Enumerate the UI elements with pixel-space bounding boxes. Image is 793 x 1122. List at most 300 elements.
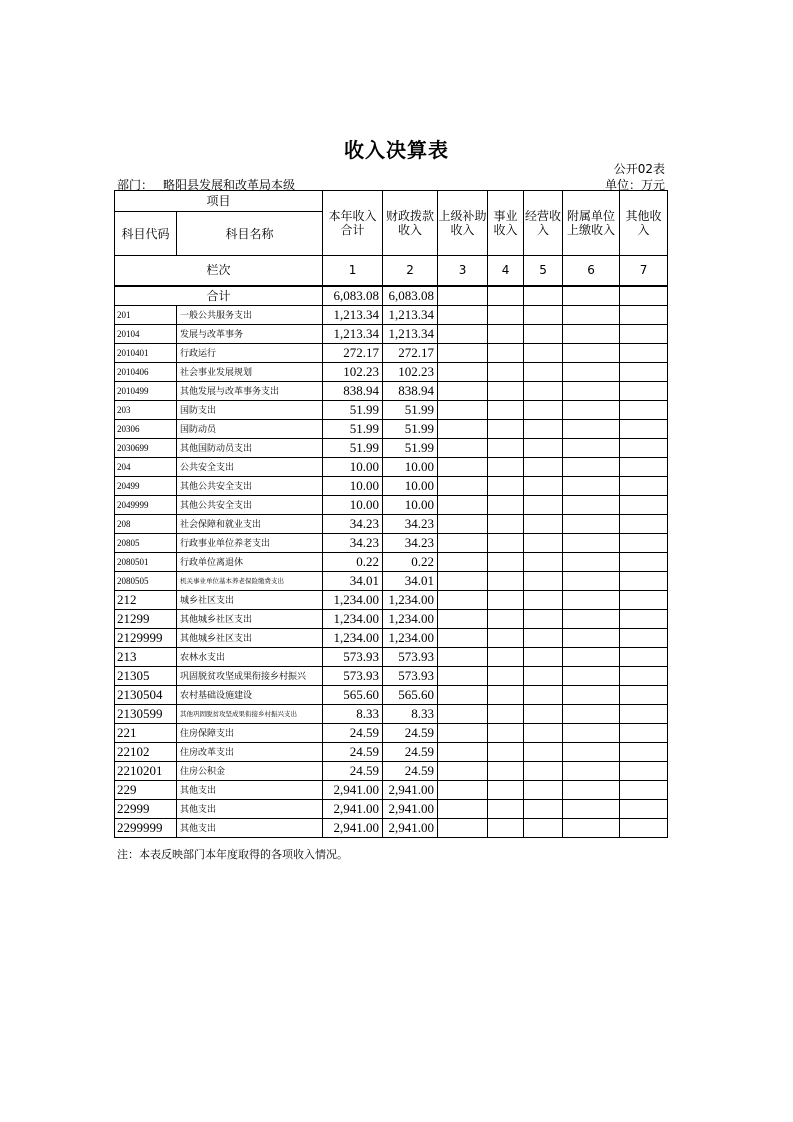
empty-cell bbox=[563, 495, 620, 514]
subject-code: 2049999 bbox=[115, 495, 177, 514]
table-row bbox=[115, 723, 668, 742]
total-income-value: 838.94 bbox=[323, 381, 383, 400]
empty-cell bbox=[438, 590, 488, 609]
empty-cell bbox=[438, 609, 488, 628]
table-row bbox=[115, 799, 668, 818]
empty-cell bbox=[563, 742, 620, 761]
empty-cell bbox=[563, 400, 620, 419]
header-operating-income: 经营收入 bbox=[524, 191, 563, 256]
empty-cell bbox=[488, 419, 524, 438]
empty-cell bbox=[488, 514, 524, 533]
empty-cell bbox=[488, 590, 524, 609]
fiscal-appropriation-value: 10.00 bbox=[383, 476, 438, 495]
subject-name: 其他支出 bbox=[177, 799, 323, 818]
fiscal-appropriation-value: 272.17 bbox=[383, 343, 438, 362]
fiscal-appropriation-value: 24.59 bbox=[383, 742, 438, 761]
empty-cell bbox=[620, 685, 668, 704]
empty-cell bbox=[620, 533, 668, 552]
subject-name: 城乡社区支出 bbox=[177, 590, 323, 609]
empty-cell bbox=[438, 324, 488, 343]
empty-cell bbox=[524, 286, 563, 306]
empty-cell bbox=[563, 723, 620, 742]
empty-cell bbox=[524, 742, 563, 761]
empty-cell bbox=[488, 438, 524, 457]
fiscal-appropriation-value: 2,941.00 bbox=[383, 780, 438, 799]
subject-code: 22999 bbox=[115, 799, 177, 818]
table-row bbox=[115, 685, 668, 704]
empty-cell bbox=[438, 552, 488, 571]
report-title: 收入决算表 bbox=[344, 138, 449, 162]
empty-cell bbox=[438, 305, 488, 324]
table-row bbox=[115, 647, 668, 666]
total-income-value: 34.01 bbox=[323, 571, 383, 590]
table-row bbox=[115, 343, 668, 362]
table-row bbox=[115, 457, 668, 476]
empty-cell bbox=[524, 533, 563, 552]
subject-code: 2130504 bbox=[115, 685, 177, 704]
empty-cell bbox=[563, 609, 620, 628]
empty-cell bbox=[524, 666, 563, 685]
table-row bbox=[115, 666, 668, 685]
empty-cell bbox=[524, 457, 563, 476]
empty-cell bbox=[488, 552, 524, 571]
subject-code: 212 bbox=[115, 590, 177, 609]
subject-name: 公共安全支出 bbox=[177, 457, 323, 476]
empty-cell bbox=[524, 400, 563, 419]
empty-cell bbox=[438, 514, 488, 533]
empty-cell bbox=[524, 628, 563, 647]
empty-cell bbox=[620, 723, 668, 742]
empty-cell bbox=[524, 704, 563, 723]
empty-cell bbox=[524, 647, 563, 666]
empty-cell bbox=[620, 438, 668, 457]
subject-code: 2299999 bbox=[115, 818, 177, 837]
empty-cell bbox=[524, 514, 563, 533]
empty-cell bbox=[524, 818, 563, 837]
subject-name: 一般公共服务支出 bbox=[177, 305, 323, 324]
empty-cell bbox=[563, 476, 620, 495]
empty-cell bbox=[438, 533, 488, 552]
empty-cell bbox=[524, 438, 563, 457]
empty-cell bbox=[438, 666, 488, 685]
empty-cell bbox=[563, 628, 620, 647]
fiscal-appropriation-value: 1,213.34 bbox=[383, 305, 438, 324]
empty-cell bbox=[488, 647, 524, 666]
empty-cell bbox=[524, 723, 563, 742]
empty-cell bbox=[488, 533, 524, 552]
empty-cell bbox=[563, 685, 620, 704]
table-row bbox=[115, 609, 668, 628]
empty-cell bbox=[563, 666, 620, 685]
subject-code: 2080505 bbox=[115, 571, 177, 590]
empty-cell bbox=[524, 381, 563, 400]
subject-name: 其他支出 bbox=[177, 780, 323, 799]
total-income-value: 10.00 bbox=[323, 457, 383, 476]
subject-code: 20306 bbox=[115, 419, 177, 438]
empty-cell bbox=[563, 590, 620, 609]
empty-cell bbox=[488, 761, 524, 780]
table-row bbox=[115, 628, 668, 647]
empty-cell bbox=[438, 818, 488, 837]
table-row bbox=[115, 742, 668, 761]
total-income-value: 6,083.08 bbox=[323, 286, 383, 306]
fiscal-appropriation-value: 10.00 bbox=[383, 495, 438, 514]
table-row bbox=[115, 324, 668, 343]
empty-cell bbox=[620, 704, 668, 723]
subject-name: 社会事业发展规划 bbox=[177, 362, 323, 381]
subject-code: 203 bbox=[115, 400, 177, 419]
empty-cell bbox=[620, 324, 668, 343]
empty-cell bbox=[620, 514, 668, 533]
income-table bbox=[114, 190, 668, 838]
empty-cell bbox=[488, 723, 524, 742]
empty-cell bbox=[563, 761, 620, 780]
subject-code: 229 bbox=[115, 780, 177, 799]
empty-cell bbox=[524, 609, 563, 628]
subject-code: 2129999 bbox=[115, 628, 177, 647]
empty-cell bbox=[563, 571, 620, 590]
table-row bbox=[115, 704, 668, 723]
subject-name: 社会保障和就业支出 bbox=[177, 514, 323, 533]
empty-cell bbox=[620, 381, 668, 400]
footnote: 注：本表反映部门本年度取得的各项收入情况。 bbox=[117, 848, 348, 861]
empty-cell bbox=[438, 343, 488, 362]
subject-name: 巩固脱贫攻坚成果衔接乡村振兴 bbox=[177, 666, 323, 685]
empty-cell bbox=[438, 704, 488, 723]
empty-cell bbox=[438, 495, 488, 514]
empty-cell bbox=[620, 666, 668, 685]
subject-code: 2010401 bbox=[115, 343, 177, 362]
empty-cell bbox=[488, 476, 524, 495]
subject-name: 机关事业单位基本养老保险缴费支出 bbox=[177, 571, 323, 590]
subject-name: 其他支出 bbox=[177, 818, 323, 837]
empty-cell bbox=[524, 799, 563, 818]
empty-cell bbox=[563, 381, 620, 400]
total-income-value: 0.22 bbox=[323, 552, 383, 571]
empty-cell bbox=[488, 780, 524, 799]
empty-cell bbox=[620, 419, 668, 438]
fiscal-appropriation-value: 34.23 bbox=[383, 533, 438, 552]
empty-cell bbox=[524, 476, 563, 495]
empty-cell bbox=[563, 457, 620, 476]
fiscal-appropriation-value: 10.00 bbox=[383, 457, 438, 476]
subject-name: 发展与改革事务 bbox=[177, 324, 323, 343]
subject-name: 农林水支出 bbox=[177, 647, 323, 666]
empty-cell bbox=[620, 476, 668, 495]
empty-cell bbox=[488, 362, 524, 381]
empty-cell bbox=[563, 438, 620, 457]
subject-code: 201 bbox=[115, 305, 177, 324]
subject-name: 其他国防动员支出 bbox=[177, 438, 323, 457]
header-item: 项目 bbox=[115, 191, 323, 212]
fiscal-appropriation-value: 2,941.00 bbox=[383, 818, 438, 837]
table-row bbox=[115, 780, 668, 799]
subject-code: 2080501 bbox=[115, 552, 177, 571]
empty-cell bbox=[620, 457, 668, 476]
subject-code: 21299 bbox=[115, 609, 177, 628]
empty-cell bbox=[563, 305, 620, 324]
total-income-value: 1,213.34 bbox=[323, 305, 383, 324]
empty-cell bbox=[488, 628, 524, 647]
empty-cell bbox=[488, 457, 524, 476]
subject-code: 2010406 bbox=[115, 362, 177, 381]
table-row bbox=[115, 476, 668, 495]
empty-cell bbox=[524, 362, 563, 381]
total-income-value: 34.23 bbox=[323, 514, 383, 533]
empty-cell bbox=[438, 628, 488, 647]
empty-cell bbox=[488, 286, 524, 306]
subject-code: 20805 bbox=[115, 533, 177, 552]
empty-cell bbox=[563, 343, 620, 362]
empty-cell bbox=[563, 799, 620, 818]
header-affiliate-income: 附属单位上缴收入 bbox=[563, 191, 620, 256]
total-income-value: 51.99 bbox=[323, 438, 383, 457]
column-number: 1 bbox=[323, 256, 383, 286]
empty-cell bbox=[524, 571, 563, 590]
empty-cell bbox=[438, 476, 488, 495]
empty-cell bbox=[563, 704, 620, 723]
empty-cell bbox=[488, 609, 524, 628]
empty-cell bbox=[524, 780, 563, 799]
table-row bbox=[115, 362, 668, 381]
subject-name: 其他发展与改革事务支出 bbox=[177, 381, 323, 400]
subject-name: 国防动员 bbox=[177, 419, 323, 438]
empty-cell bbox=[524, 343, 563, 362]
total-income-value: 1,213.34 bbox=[323, 324, 383, 343]
empty-cell bbox=[438, 419, 488, 438]
total-income-value: 573.93 bbox=[323, 666, 383, 685]
subject-name: 国防支出 bbox=[177, 400, 323, 419]
header-subject-code: 科目代码 bbox=[115, 212, 177, 256]
empty-cell bbox=[563, 324, 620, 343]
table-row bbox=[115, 590, 668, 609]
fiscal-appropriation-value: 838.94 bbox=[383, 381, 438, 400]
subject-name: 住房公积金 bbox=[177, 761, 323, 780]
subject-code: 2130599 bbox=[115, 704, 177, 723]
total-income-value: 8.33 bbox=[323, 704, 383, 723]
subject-code: 204 bbox=[115, 457, 177, 476]
total-income-value: 24.59 bbox=[323, 761, 383, 780]
empty-cell bbox=[524, 495, 563, 514]
total-income-value: 2,941.00 bbox=[323, 799, 383, 818]
fiscal-appropriation-value: 573.93 bbox=[383, 666, 438, 685]
column-number: 6 bbox=[563, 256, 620, 286]
subject-code: 2210201 bbox=[115, 761, 177, 780]
fiscal-appropriation-value: 24.59 bbox=[383, 723, 438, 742]
total-income-value: 51.99 bbox=[323, 419, 383, 438]
fiscal-appropriation-value: 51.99 bbox=[383, 400, 438, 419]
empty-cell bbox=[438, 400, 488, 419]
total-income-value: 1,234.00 bbox=[323, 628, 383, 647]
empty-cell bbox=[488, 343, 524, 362]
column-number: 3 bbox=[438, 256, 488, 286]
empty-cell bbox=[488, 324, 524, 343]
column-number: 4 bbox=[488, 256, 524, 286]
empty-cell bbox=[563, 533, 620, 552]
empty-cell bbox=[620, 609, 668, 628]
total-income-value: 573.93 bbox=[323, 647, 383, 666]
table-row bbox=[115, 818, 668, 837]
empty-cell bbox=[438, 685, 488, 704]
subject-name: 住房保障支出 bbox=[177, 723, 323, 742]
empty-cell bbox=[563, 286, 620, 306]
total-income-value: 102.23 bbox=[323, 362, 383, 381]
subject-name: 其他巩固脱贫攻坚成果衔接乡村振兴支出 bbox=[177, 704, 323, 723]
column-number: 5 bbox=[524, 256, 563, 286]
empty-cell bbox=[620, 628, 668, 647]
empty-cell bbox=[563, 419, 620, 438]
subject-name: 农村基础设施建设 bbox=[177, 685, 323, 704]
total-row bbox=[115, 286, 668, 306]
table-row bbox=[115, 381, 668, 400]
empty-cell bbox=[524, 305, 563, 324]
table-row bbox=[115, 495, 668, 514]
total-income-value: 24.59 bbox=[323, 723, 383, 742]
fiscal-appropriation-value: 1,234.00 bbox=[383, 628, 438, 647]
total-income-value: 10.00 bbox=[323, 495, 383, 514]
subject-name: 行政运行 bbox=[177, 343, 323, 362]
empty-cell bbox=[563, 818, 620, 837]
empty-cell bbox=[524, 419, 563, 438]
empty-cell bbox=[488, 400, 524, 419]
table-row bbox=[115, 400, 668, 419]
empty-cell bbox=[620, 799, 668, 818]
fiscal-appropriation-value: 1,213.34 bbox=[383, 324, 438, 343]
unit-label: 单位：万元 bbox=[604, 178, 665, 192]
empty-cell bbox=[563, 780, 620, 799]
table-row bbox=[115, 761, 668, 780]
fiscal-appropriation-value: 34.23 bbox=[383, 514, 438, 533]
subject-name: 其他公共安全支出 bbox=[177, 476, 323, 495]
total-income-value: 1,234.00 bbox=[323, 590, 383, 609]
empty-cell bbox=[620, 647, 668, 666]
empty-cell bbox=[620, 590, 668, 609]
empty-cell bbox=[438, 799, 488, 818]
fiscal-appropriation-value: 573.93 bbox=[383, 647, 438, 666]
header-subject-name: 科目名称 bbox=[177, 212, 323, 256]
empty-cell bbox=[563, 362, 620, 381]
empty-cell bbox=[488, 799, 524, 818]
table-row bbox=[115, 514, 668, 533]
subject-code: 213 bbox=[115, 647, 177, 666]
empty-cell bbox=[620, 742, 668, 761]
header-fiscal-appropriation: 财政拨款收入 bbox=[383, 191, 438, 256]
empty-cell bbox=[620, 495, 668, 514]
total-income-value: 51.99 bbox=[323, 400, 383, 419]
column-number: 2 bbox=[383, 256, 438, 286]
header-other-income: 其他收入 bbox=[620, 191, 668, 256]
empty-cell bbox=[488, 571, 524, 590]
empty-cell bbox=[438, 742, 488, 761]
empty-cell bbox=[438, 723, 488, 742]
table-row bbox=[115, 533, 668, 552]
fiscal-appropriation-value: 34.01 bbox=[383, 571, 438, 590]
empty-cell bbox=[524, 590, 563, 609]
empty-cell bbox=[488, 305, 524, 324]
empty-cell bbox=[438, 647, 488, 666]
empty-cell bbox=[620, 400, 668, 419]
empty-cell bbox=[620, 780, 668, 799]
header-column-index: 栏次 bbox=[115, 256, 323, 286]
fiscal-appropriation-value: 24.59 bbox=[383, 761, 438, 780]
subject-code: 20499 bbox=[115, 476, 177, 495]
empty-cell bbox=[563, 514, 620, 533]
subject-code: 2010499 bbox=[115, 381, 177, 400]
column-number: 7 bbox=[620, 256, 668, 286]
fiscal-appropriation-value: 102.23 bbox=[383, 362, 438, 381]
empty-cell bbox=[620, 362, 668, 381]
fiscal-appropriation-value: 1,234.00 bbox=[383, 609, 438, 628]
fiscal-appropriation-value: 565.60 bbox=[383, 685, 438, 704]
table-row bbox=[115, 438, 668, 457]
subject-name: 其他城乡社区支出 bbox=[177, 628, 323, 647]
empty-cell bbox=[524, 324, 563, 343]
empty-cell bbox=[438, 457, 488, 476]
header-total-income: 本年收入合计 bbox=[323, 191, 383, 256]
subject-code: 2030699 bbox=[115, 438, 177, 457]
subject-name: 其他公共安全支出 bbox=[177, 495, 323, 514]
subject-code: 221 bbox=[115, 723, 177, 742]
total-income-value: 2,941.00 bbox=[323, 780, 383, 799]
empty-cell bbox=[488, 742, 524, 761]
subject-name: 住房改革支出 bbox=[177, 742, 323, 761]
empty-cell bbox=[524, 685, 563, 704]
subject-name: 其他城乡社区支出 bbox=[177, 609, 323, 628]
department-name: 略阳县发展和改革局本级 bbox=[163, 178, 296, 192]
subject-code: 20104 bbox=[115, 324, 177, 343]
fiscal-appropriation-value: 51.99 bbox=[383, 438, 438, 457]
subject-name: 行政单位离退休 bbox=[177, 552, 323, 571]
header-business-income: 事业收入 bbox=[488, 191, 524, 256]
fiscal-appropriation-value: 1,234.00 bbox=[383, 590, 438, 609]
empty-cell bbox=[620, 286, 668, 306]
fiscal-appropriation-value: 2,941.00 bbox=[383, 799, 438, 818]
empty-cell bbox=[438, 438, 488, 457]
empty-cell bbox=[438, 381, 488, 400]
empty-cell bbox=[438, 286, 488, 306]
empty-cell bbox=[438, 571, 488, 590]
empty-cell bbox=[438, 362, 488, 381]
empty-cell bbox=[488, 818, 524, 837]
total-income-value: 2,941.00 bbox=[323, 818, 383, 837]
table-row bbox=[115, 419, 668, 438]
total-income-value: 1,234.00 bbox=[323, 609, 383, 628]
department-label: 部门： bbox=[117, 178, 154, 192]
fiscal-appropriation-value: 8.33 bbox=[383, 704, 438, 723]
empty-cell bbox=[438, 780, 488, 799]
total-income-value: 10.00 bbox=[323, 476, 383, 495]
form-number: 公开02表 bbox=[613, 162, 665, 176]
empty-cell bbox=[620, 305, 668, 324]
empty-cell bbox=[438, 761, 488, 780]
total-income-value: 565.60 bbox=[323, 685, 383, 704]
empty-cell bbox=[488, 685, 524, 704]
empty-cell bbox=[488, 704, 524, 723]
total-income-value: 24.59 bbox=[323, 742, 383, 761]
empty-cell bbox=[620, 571, 668, 590]
empty-cell bbox=[524, 761, 563, 780]
empty-cell bbox=[488, 381, 524, 400]
table-row bbox=[115, 552, 668, 571]
empty-cell bbox=[563, 552, 620, 571]
total-income-value: 34.23 bbox=[323, 533, 383, 552]
total-fiscal-value: 6,083.08 bbox=[383, 286, 438, 306]
empty-cell bbox=[563, 647, 620, 666]
header-superior-subsidy: 上级补助收入 bbox=[438, 191, 488, 256]
fiscal-appropriation-value: 0.22 bbox=[383, 552, 438, 571]
subject-code: 22102 bbox=[115, 742, 177, 761]
total-label: 合计 bbox=[115, 286, 323, 306]
